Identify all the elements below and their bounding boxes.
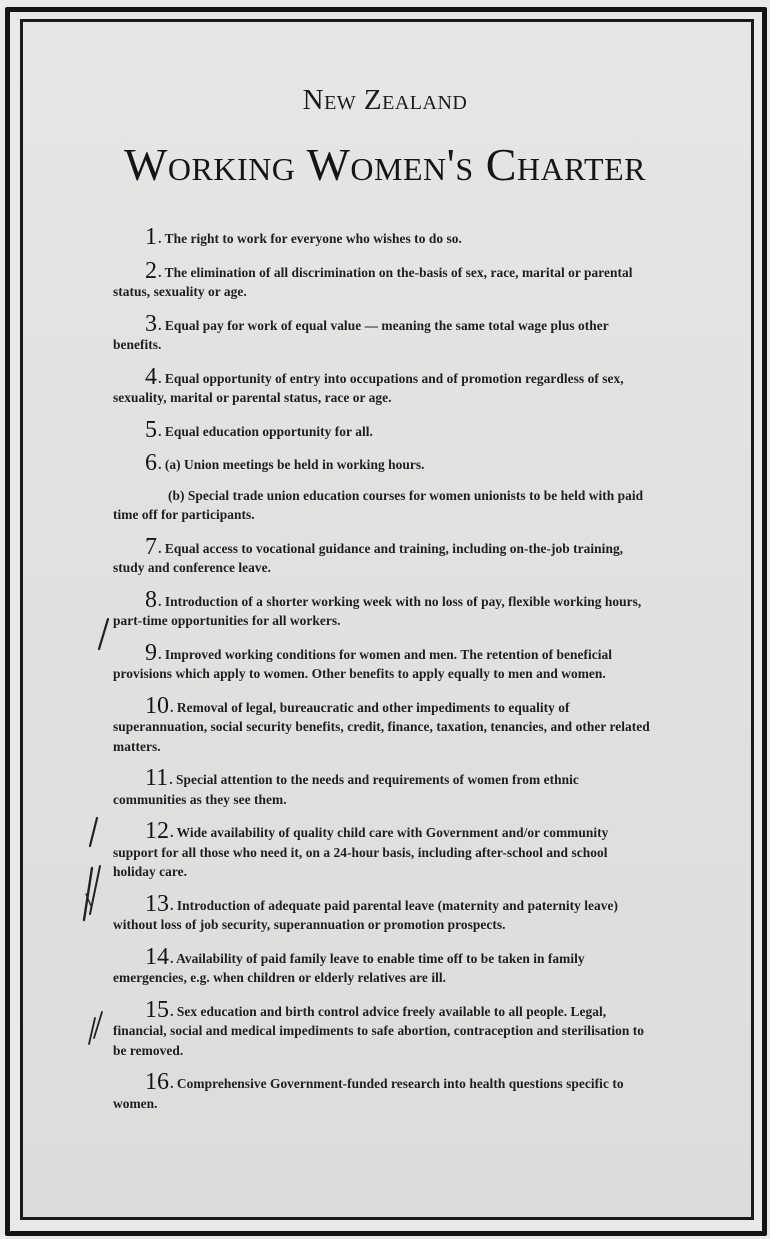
item-text: The right to work for everyone who wishes to do so. <box>164 231 462 246</box>
item-text: Improved working conditions for women and men. The retention of beneficial provisions which apply to women. Other benefits to apply equally to men and women. <box>113 646 613 681</box>
item-text: (a) Union meetings be held in working hours. <box>164 457 425 472</box>
pencil-mark-item-8-icon <box>94 616 114 652</box>
charter-item-5: 5. Equal education opportunity for all. <box>145 416 373 443</box>
document-subtitle: New Zealand <box>302 84 468 116</box>
pencil-mark-item-14-icon <box>84 1008 108 1048</box>
charter-item-2: 2. The elimination of all discrimination on the-basis of sex, race, marital or parental status, sexuality or age. <box>113 257 633 299</box>
item-text: Special attention to the needs and requirements of women from ethnic communities as they see them. <box>113 772 579 807</box>
item-text: Removal of legal, bureaucratic and other impediments to equality of superannuation, social security benefits, credit, finance, taxation, tenancies, and other related matters. <box>113 699 650 754</box>
document-title: Working Women's Charter <box>123 139 646 190</box>
item-text: Equal opportunity of entry into occupations and of promotion regardless of sex, sexuality, marital or parental status, race or age. <box>113 370 624 405</box>
item-number: 13 <box>145 890 170 917</box>
item-text: The elimination of all discrimination on the-basis of sex, race, marital or parental status, sexuality or age. <box>113 264 633 299</box>
charter-item-9: 9. Improved working conditions for women and men. The retention of beneficial provisions which apply to women. Other benefits to apply equally to men and women. <box>113 639 613 681</box>
item-number: 7 <box>145 533 158 560</box>
charter-item-14: 14. Availability of paid family leave to enable time off to be taken in family emergencies, e.g. when children or elderly relatives are ill. <box>113 943 585 985</box>
charter-item-6a: 6. (a) Union meetings be held in working hours. <box>145 450 425 476</box>
item-number: 6 <box>145 450 158 476</box>
item-number: 1 <box>145 224 158 250</box>
item-number: 15 <box>145 996 170 1023</box>
charter-item-15: 15. Sex education and birth control advice freely available to all people. Legal, financial, social and medical impediments to safe abortion, contraception and sterilisation to be removed. <box>113 996 645 1058</box>
item-number: 3 <box>145 310 158 337</box>
item-number: 14 <box>145 943 170 970</box>
charter-item-11: 11. Special attention to the needs and requirements of women from ethnic communities as they see them. <box>113 765 579 807</box>
charter-item-12: 12. Wide availability of quality child care with Government and/or community support for all those who need it, on a 24-hour basis, including after-school and school holiday care. <box>113 818 609 879</box>
item-text: Wide availability of quality child care with Government and/or community support for all those who need it, on a 24-hour basis, including after-school and school holiday care. <box>113 825 609 879</box>
pencil-mark-item-11-icon <box>84 814 104 850</box>
charter-item-16: 16. Comprehensive Government-funded research into health questions specific to women. <box>113 1069 624 1111</box>
item-text: Equal education opportunity for all. <box>164 423 373 439</box>
item-text: Sex education and birth control advice freely available to all people. Legal, financial, social and medical impediments to safe abortion, contraception and sterilisation to be removed. <box>113 1003 645 1058</box>
item-number: 10 <box>145 692 170 719</box>
charter-item-3: 3. Equal pay for work of equal value — meaning the same total wage plus other benefits. <box>113 310 609 352</box>
item-number: 8 <box>145 586 158 613</box>
item-text: Comprehensive Government-funded research into health questions specific to women. <box>113 1076 624 1111</box>
charter-list <box>113 224 653 1126</box>
charter-item-4: 4. Equal opportunity of entry into occupations and of promotion regardless of sex, sexuality, marital or parental status, race or age. <box>113 363 624 405</box>
pencil-mark-item-12-icon <box>78 864 106 924</box>
item-text: Introduction of adequate paid parental leave (maternity and paternity leave) without loss of job security, superannuation or promotion prospects. <box>113 897 618 932</box>
charter-item-13: 13. Introduction of adequate paid parental leave (maternity and paternity leave) without loss of job security, superannuation or promotion prospects. <box>113 890 618 932</box>
item-text: Equal access to vocational guidance and training, including on-the-job training, study and conference leave. <box>113 540 624 575</box>
charter-item-8: 8. Introduction of a shorter working week with no loss of pay, flexible working hours, part-time opportunities for all workers. <box>113 586 642 628</box>
item-number: 2 <box>145 257 158 284</box>
item-number: 12 <box>145 818 170 844</box>
charter-item-7: 7. Equal access to vocational guidance and training, including on-the-job training, study and conference leave. <box>113 533 624 575</box>
item-number: 4 <box>145 363 158 390</box>
charter-item-6b <box>113 486 653 525</box>
item-text: (b) Special trade union education courses for women unionists to be held with paid time off for participants. <box>113 487 644 522</box>
item-number: 11 <box>145 765 169 791</box>
item-number: 5 <box>145 416 158 443</box>
charter-item-1: 1. The right to work for everyone who wishes to do so. <box>145 224 462 250</box>
item-number: 9 <box>145 639 158 666</box>
item-number: 16 <box>145 1069 170 1095</box>
item-text: Availability of paid family leave to enable time off to be taken in family emergencies, e.g. when children or elderly relatives are ill. <box>113 950 585 985</box>
item-text: Equal pay for work of equal value — meaning the same total wage plus other benefits. <box>113 317 609 352</box>
charter-item-10: 10. Removal of legal, bureaucratic and other impediments to equality of superannuation, social security benefits, credit, finance, taxation, tenancies, and other related matters. <box>113 692 650 754</box>
item-text: Introduction of a shorter working week with no loss of pay, flexible working hours, part-time opportunities for all workers. <box>113 593 642 628</box>
